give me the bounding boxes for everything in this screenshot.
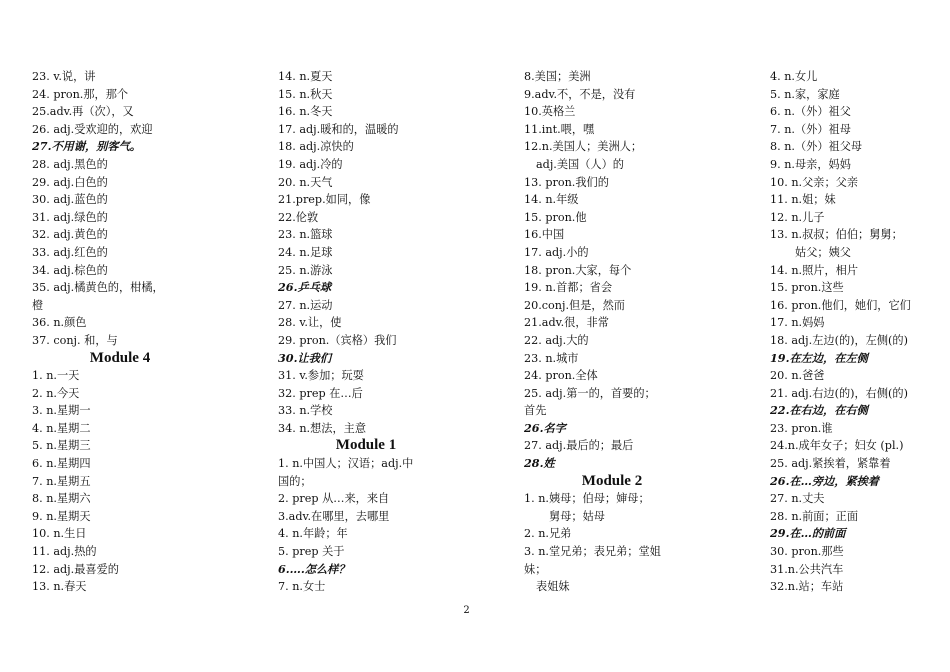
vocab-entry: 20. n.爸爸 — [770, 369, 825, 383]
vocab-entry: 17. adj.暖和的，温暖的 — [278, 122, 399, 136]
vocab-entry: 27. n.丈夫 — [770, 492, 825, 506]
vocab-entry: 28. v.让，使 — [278, 316, 342, 330]
vocab-entry: 9.adv.不，不是，没有 — [524, 87, 636, 101]
vocab-entry: 31. v.参加；玩耍 — [278, 369, 364, 383]
vocab-entry: 14. n.照片，相片 — [770, 263, 859, 277]
vocab-column-1 — [32, 68, 262, 596]
vocab-entry: 35. adj.橘黄色的，柑橘， — [32, 281, 164, 295]
vocab-entry-continuation: 姑父；姨父 — [795, 245, 851, 259]
vocab-entry: 4. n.女儿 — [770, 70, 818, 83]
phrase-entry: 29.在…的前面 — [770, 526, 846, 541]
vocab-entry: 14. n.夏天 — [278, 70, 333, 83]
vocab-entry: 2. n.兄弟 — [524, 527, 572, 541]
vocab-entry: 11.int.喂，嘿 — [524, 122, 595, 136]
vocab-column-4 — [770, 68, 950, 596]
vocab-entry: 22. adj.大的 — [524, 333, 589, 347]
vocab-entry: 15. pron.这些 — [770, 281, 844, 295]
vocab-entry: 17. n.妈妈 — [770, 316, 825, 330]
vocab-entry: 25. adj.第一的，首要的； — [524, 386, 656, 400]
vocab-entry: 9. n.母亲，妈妈 — [770, 157, 851, 171]
vocab-entry: 12. n.儿子 — [770, 210, 825, 224]
vocab-entry: 15. n.秋天 — [278, 87, 333, 101]
vocab-entry: 1. n.姨母；伯母；婶母； — [524, 492, 650, 506]
vocab-entry: 7. n.（外）祖母 — [770, 122, 851, 136]
module-heading: Module 2 — [581, 472, 643, 489]
vocab-entry: 10. n.生日 — [32, 527, 87, 541]
vocab-entry: 28. n.前面；正面 — [770, 509, 859, 523]
vocab-entry: 16. pron.他们，她们，它们 — [770, 298, 911, 312]
vocab-entry: 30. pron.那些 — [770, 545, 844, 559]
vocab-entry-continuation: adj.美国（人）的 — [536, 157, 624, 171]
vocab-entry: 7. n.女士 — [278, 580, 326, 594]
page-number: 2 — [463, 605, 470, 616]
vocab-entry: 5. prep 关于 — [278, 545, 345, 559]
vocab-entry: 32.n.站；车站 — [770, 580, 844, 594]
vocab-entry: 31. adj.绿色的 — [32, 210, 108, 224]
vocab-entry: 2. n.今天 — [32, 386, 80, 400]
vocab-entry: 6. n.（外）祖父 — [770, 105, 851, 119]
vocab-entry: 21.adv.很，非常 — [524, 316, 609, 330]
vocab-entry: 27. adj.最后的；最后 — [524, 439, 634, 453]
phrase-entry: 26.名字 — [524, 420, 566, 435]
vocab-entry: 13. pron.我们的 — [524, 175, 609, 189]
vocab-entry-continuation: 表姐妹 — [536, 580, 570, 594]
vocab-entry: 19. n.首都；省会 — [524, 281, 613, 295]
vocab-entry: 36. n.颜色 — [32, 316, 87, 330]
phrase-entry: 30.让我们 — [278, 350, 332, 365]
vocab-entry: 22.伦敦 — [278, 210, 319, 224]
vocab-entry: 29. adj.白色的 — [32, 175, 108, 189]
vocab-entry: 1. n.一天 — [32, 369, 80, 383]
vocab-entry: 橙 — [32, 298, 44, 312]
vocab-entry: 15. pron.他 — [524, 210, 587, 224]
vocab-entry: 26. adj.受欢迎的，欢迎 — [32, 122, 153, 136]
vocab-entry-continuation: 舅母；姑母 — [549, 509, 605, 523]
vocab-entry: 19. adj.冷的 — [278, 157, 343, 171]
vocab-entry: 17. adj.小的 — [524, 245, 589, 259]
vocab-entry: 16.中国 — [524, 228, 565, 242]
vocab-entry: 6. n.星期四 — [32, 457, 91, 471]
vocab-entry: 18. adj.凉快的 — [278, 140, 354, 154]
vocab-entry: 24. pron.全体 — [524, 369, 598, 383]
module-heading: Module 1 — [335, 437, 397, 454]
vocab-entry: 18. pron.大家，每个 — [524, 263, 632, 277]
vocab-entry: 29. pron.（宾格）我们 — [278, 333, 397, 347]
phrase-entry: 26.乒乓球 — [278, 280, 332, 295]
vocab-entry: 10. n.父亲；父亲 — [770, 175, 859, 189]
vocab-entry: 28. adj.黑色的 — [32, 157, 108, 171]
vocab-entry: 12. adj.最喜爱的 — [32, 562, 119, 576]
vocab-entry: 13. n.春天 — [32, 580, 87, 594]
vocab-entry: 30. adj.蓝色的 — [32, 193, 108, 207]
phrase-entry: 6.….怎么样？ — [278, 561, 350, 576]
vocab-entry: 25.adv.再（次），又 — [32, 105, 134, 119]
vocab-entry: 24. n.足球 — [278, 245, 333, 259]
vocab-entry: 5. n.家，家庭 — [770, 87, 840, 101]
vocab-entry: 8. n.星期六 — [32, 492, 91, 506]
vocab-entry: 11. n.姐；妹 — [770, 193, 836, 207]
module-heading: Module 4 — [89, 349, 151, 366]
vocab-entry: 9. n.星期天 — [32, 509, 91, 523]
phrase-entry: 22.在右边，在右侧 — [770, 403, 868, 418]
vocab-entry: 20.conj.但是，然而 — [524, 298, 625, 312]
vocab-entry: 2. prep 从…来，来自 — [278, 492, 390, 506]
phrase-entry: 26.在…旁边，紧挨着 — [770, 473, 879, 488]
vocab-entry: 23. v.说，讲 — [32, 70, 96, 83]
vocab-entry: 32. prep 在…后 — [278, 386, 363, 400]
vocab-entry: 32. adj.黄色的 — [32, 228, 108, 242]
vocab-entry: 27. n.运动 — [278, 298, 333, 312]
vocab-entry: 25. n.游泳 — [278, 263, 333, 277]
vocab-entry: 24.n.成年女子；妇女 (pl.) — [770, 439, 904, 453]
vocab-entry: 23. pron.谁 — [770, 421, 833, 435]
vocab-entry: 4. n.星期二 — [32, 421, 91, 435]
vocab-entry: 21. adj.右边(的)，右侧(的) — [770, 386, 908, 400]
vocab-entry: 14. n.年级 — [524, 193, 579, 207]
vocab-column-3 — [524, 68, 754, 596]
vocab-entry: 妹； — [524, 562, 547, 576]
vocab-entry: 1. n.中国人；汉语；adj.中 — [278, 457, 414, 471]
vocab-entry: 12.n.美国人；美洲人； — [524, 140, 643, 154]
phrase-entry: 19.在左边，在左侧 — [770, 350, 868, 365]
vocab-entry: 21.prep.如同，像 — [278, 193, 371, 207]
vocab-entry: 23. n.篮球 — [278, 228, 333, 242]
vocab-entry: 18. adj.左边(的)，左侧(的) — [770, 333, 908, 347]
vocab-entry: 11. adj.热的 — [32, 545, 97, 559]
vocab-entry: 16. n.冬天 — [278, 105, 333, 119]
vocab-entry: 37. conj. 和，与 — [32, 333, 118, 347]
vocab-entry: 3.adv.在哪里，去哪里 — [278, 509, 390, 523]
vocab-entry: 8.美国；美洲 — [524, 70, 591, 83]
vocab-entry: 10.英格兰 — [524, 105, 576, 119]
vocab-entry: 国的； — [278, 474, 312, 488]
vocab-entry: 34. n.想法，主意 — [278, 421, 367, 435]
vocab-entry: 25. adj.紧挨着，紧靠着 — [770, 457, 891, 471]
vocab-entry: 13. n.叔叔；伯伯；舅舅； — [770, 228, 903, 242]
vocab-entry: 4. n.年龄；年 — [278, 527, 348, 541]
vocab-entry: 首先 — [524, 404, 547, 418]
vocab-entry: 5. n.星期三 — [32, 439, 91, 453]
vocab-entry: 3. n.堂兄弟；表兄弟；堂姐 — [524, 545, 661, 559]
vocab-entry: 33. adj.红色的 — [32, 245, 108, 259]
vocab-entry: 20. n.天气 — [278, 175, 333, 189]
vocab-entry: 23. n.城市 — [524, 351, 579, 365]
vocab-column-2 — [278, 68, 508, 596]
vocab-entry: 31.n.公共汽车 — [770, 562, 844, 576]
vocab-entry: 8. n.（外）祖父母 — [770, 140, 863, 154]
vocab-entry: 33. n.学校 — [278, 404, 333, 418]
vocab-entry: 24. pron.那，那个 — [32, 87, 129, 101]
vocab-entry: 7. n.星期五 — [32, 474, 91, 488]
phrase-entry: 28.姓 — [524, 456, 555, 471]
vocab-entry: 34. adj.棕色的 — [32, 263, 108, 277]
phrase-entry: 27.不用谢，别客气。 — [32, 139, 141, 154]
vocab-entry: 3. n.星期一 — [32, 404, 91, 418]
